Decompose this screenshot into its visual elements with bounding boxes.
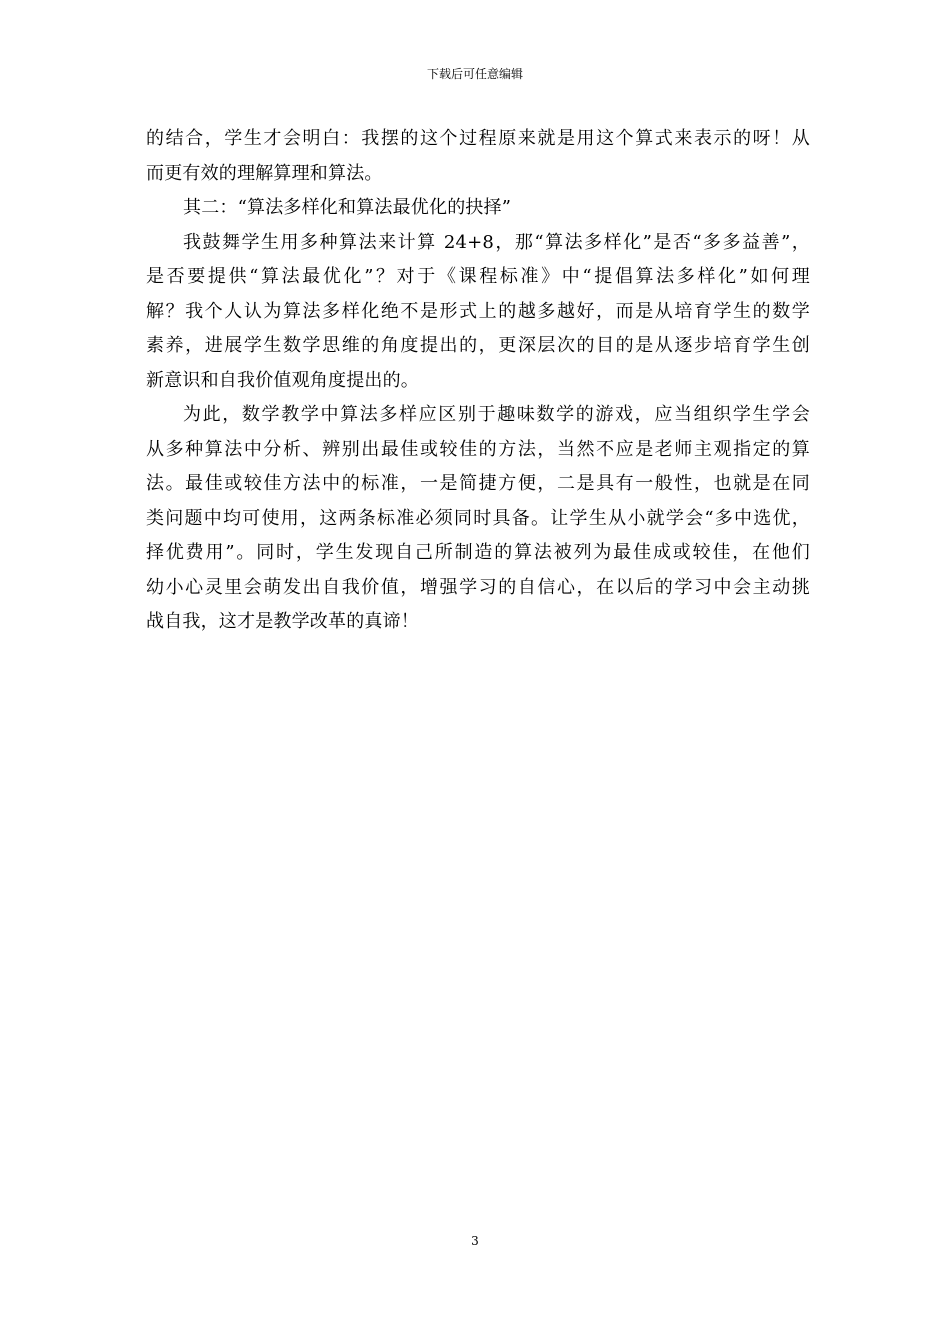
document-body (146, 122, 810, 640)
text-line: 为此，数学教学中算法多样应区别于趣味数学的游戏，应当组织学生学会 (183, 404, 810, 425)
text-line: 我鼓舞学生用多种算法来计算 24+8，那“算法多样化”是否“多多益善”， (183, 231, 810, 253)
section-heading: 其二：“算法多样化和算法最优化的抉择” (183, 197, 512, 218)
text-line: 从多种算法中分析、辨别出最佳或较佳的方法，当然不应是老师主观指定的算 (146, 438, 810, 460)
text-line: 法。最佳或较佳方法中的标准，一是简捷方便，二是具有一般性，也就是在同 (146, 473, 810, 494)
text-line: 幼小心灵里会萌发出自我价值，增强学习的自信心，在以后的学习中会主动挑 (146, 576, 810, 598)
text-line: 的结合，学生才会明白：我摆的这个过程原来就是用这个算式来表示的呀！从 (146, 128, 810, 149)
page-number: 3 (471, 1234, 479, 1248)
text-line: 是否要提供“算法最优化”？对于《课程标准》中“提倡算法多样化”如何理 (146, 266, 810, 287)
text-line: 解？我个人认为算法多样化绝不是形式上的越多越好，而是从培育学生的数学 (146, 300, 810, 322)
text-line: 而更有效的理解算理和算法。 (146, 162, 383, 184)
text-line: 素养，进展学生数学思维的角度提出的，更深层次的目的是从逐步培育学生创 (146, 335, 810, 356)
text-line: 战自我，这才是教学改革的真谛！ (146, 611, 419, 632)
text-line: 新意识和自我价值观角度提出的。 (146, 369, 419, 391)
text-line: 择优费用”。同时，学生发现自己所制造的算法被列为最佳成或较佳，在他们 (146, 542, 810, 563)
text-line: 类问题中均可使用，这两条标准必须同时具备。让学生从小就学会“多中选优， (146, 507, 810, 529)
page-header: 下载后可任意编辑 (426, 67, 523, 81)
